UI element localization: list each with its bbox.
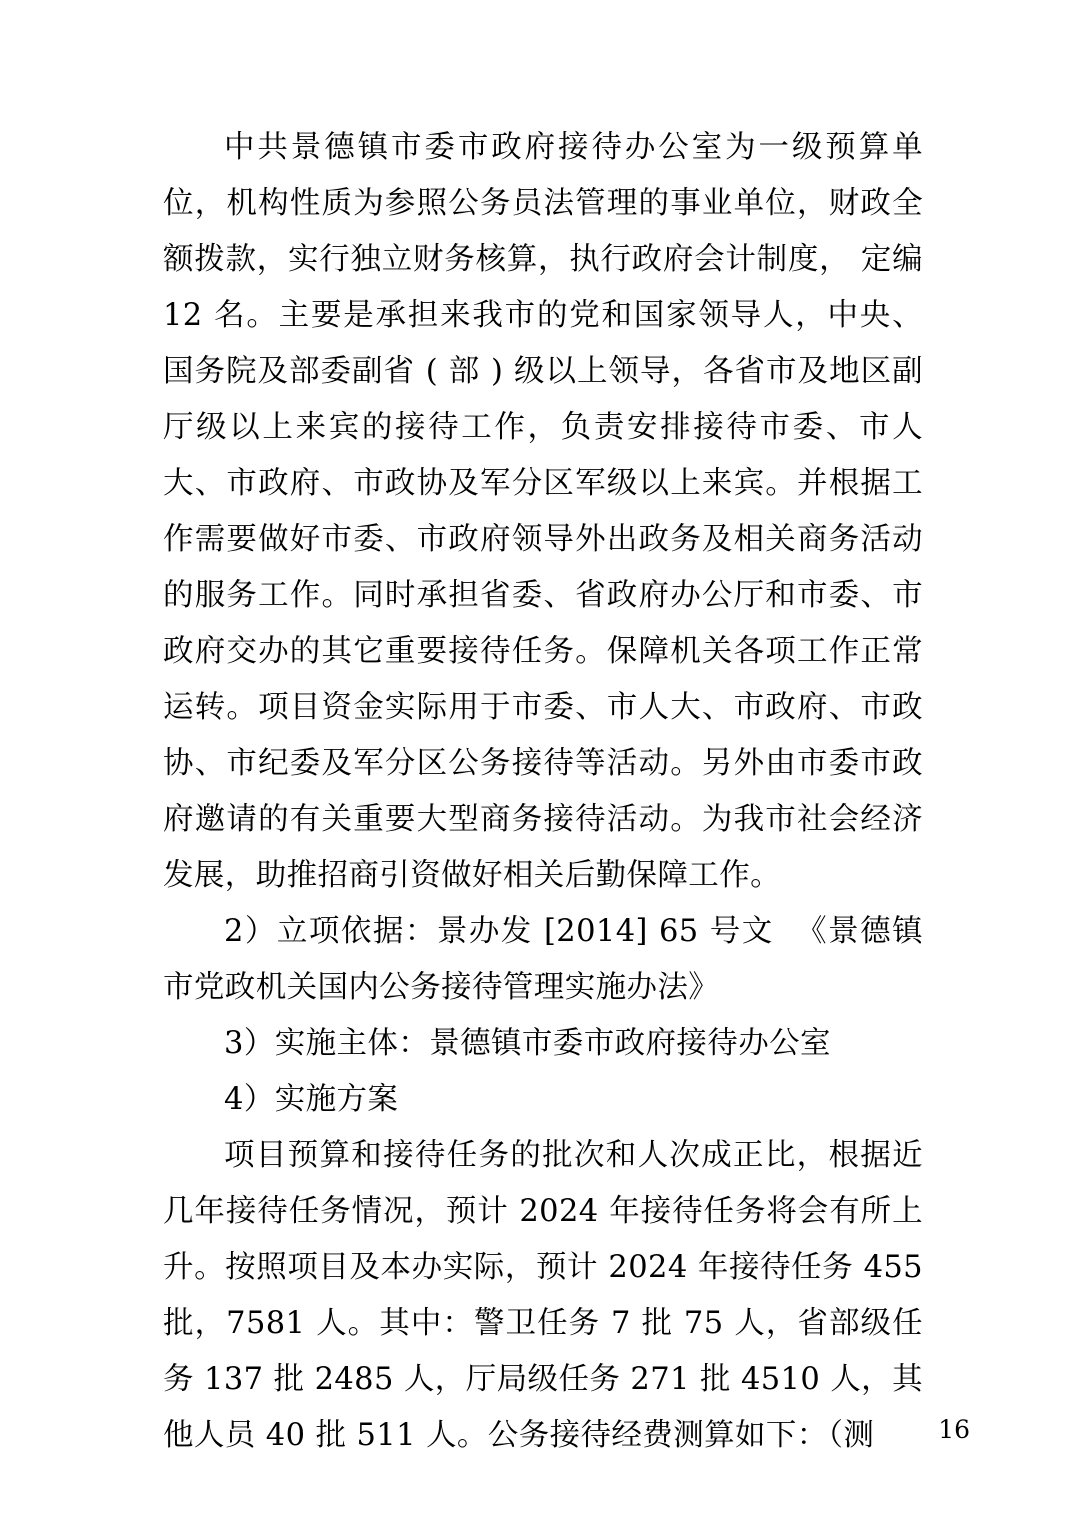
paragraph-project-basis: 2）立项依据：景办发 [2014] 65 号文 《景德镇市党政机关国内公务接待管理实施办法》 <box>163 914 923 1005</box>
paragraph-budget-estimate: 项目预算和接待任务的批次和人次成正比，根据近几年接待任务情况，预计 2024 年接待任务将会有所上升。按照项目及本办实际，预计 2024 年接待任务 455 批，7581 人。其中：警卫任务 7 批 75 人，省部级任务 137 批 2485 人，厅局级任务 271 批 4510 人，其他人员 40 批 511 人。公务接待经费测算如下：（测 <box>163 1138 934 1453</box>
paragraph-unit-overview: 中共景德镇市委市政府接待办公室为一级预算单位，机构性质为参照公务员法管理的事业单位，财政全额拨款，实行独立财务核算，执行政府会计制度， 定编 12 名。主要是承担来我市的党和国家领导人，中央、国务院及部委副省 ( 部 ) 级以上领导，各省市及地区副厅级以上来宾的接待工作，负责安排接待市委、市人大、市政府、市政协及军分区军级以上来宾。并根据工作需要做好市委、市政府领导外出政务及相关商务活动的服务工作。同时承担省委、省政府办公厅和市委、市政府交办的其它重要接待任务。保障机关各项工作正常运转。项目资金实际用于市委、市人大、市政府、市政协、市纪委及军分区公务接待等活动。另外由市委市政府邀请的有关重要大型商务接待活动。为我市社会经济发展，助推招商引资做好相关后勤保障工作。 <box>163 130 934 893</box>
paragraph-implementing-body: 3）实施主体：景德镇市委市政府接待办公室 <box>224 1026 831 1061</box>
paragraph-implementation-plan-heading: 4）实施方案 <box>224 1082 399 1117</box>
page-number: 16 <box>938 1415 970 1444</box>
page-body <box>163 120 934 1464</box>
